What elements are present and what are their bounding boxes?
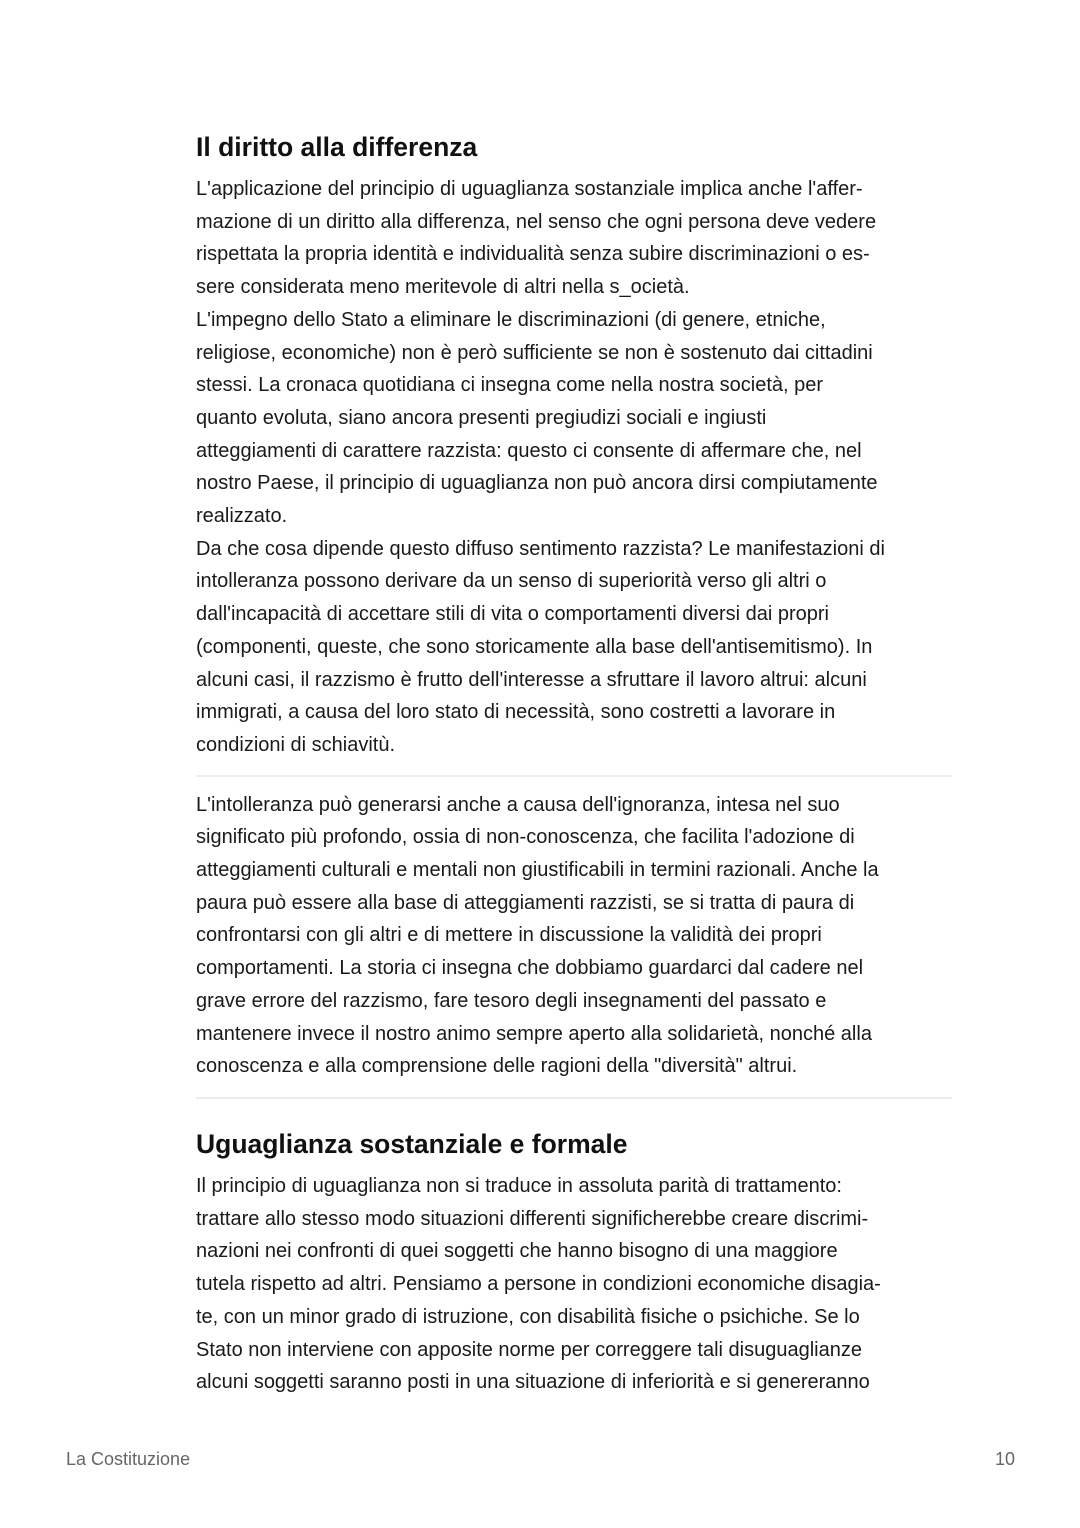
text-line: stessi. La cronaca quotidiana ci insegna come nella nostra società, per: [196, 374, 824, 397]
text-line: conoscenza e alla comprensione delle ragioni della "diversità" altrui.: [196, 1055, 798, 1078]
text-line: grave errore del razzismo, fare tesoro degli insegnamenti del passato e: [196, 989, 827, 1012]
text-line: rispettata la propria identità e individualità senza subire discriminazioni o es-: [196, 243, 870, 266]
text-line: tutela rispetto ad altri. Pensiamo a persone in condizioni economiche disagia-: [196, 1273, 881, 1296]
text-line: trattare allo stesso modo situazioni differenti significherebbe creare discrimi-: [196, 1207, 869, 1230]
text-line: comportamenti. La storia ci insegna che dobbiamo guardarci dal cadere nel: [196, 957, 864, 980]
text-line: te, con un minor grado di istruzione, con disabilità fisiche o psichiche. Se lo: [196, 1305, 860, 1328]
page-content: [196, 128, 952, 1399]
text-line: dall'incapacità di accettare stili di vita o comportamenti diversi dai propri: [196, 603, 829, 626]
section-divider: [196, 1097, 952, 1099]
text-line: mantenere invece il nostro animo sempre aperto alla solidarietà, nonché alla: [196, 1022, 872, 1045]
text-line: quanto evoluta, siano ancora presenti pregiudizi sociali e ingiusti: [196, 406, 767, 429]
text-line: L'impegno dello Stato a eliminare le discriminazioni (di genere, etniche,: [196, 308, 826, 331]
text-line: alcuni casi, il razzismo è frutto dell'interesse a sfruttare il lavoro altrui: alcuni: [196, 668, 867, 691]
text-line: intolleranza possono derivare da un senso di superiorità verso gli altri o: [196, 570, 827, 593]
section-body-diritto-differenza: [196, 173, 952, 762]
section-divider: [196, 775, 952, 777]
text-line: atteggiamenti di carattere razzista: questo ci consente di affermare che, nel: [196, 439, 862, 462]
text-line: Il principio di uguaglianza non si traduce in assoluta parità di trattamento:: [196, 1174, 842, 1197]
text-line: atteggiamenti culturali e mentali non giustificabili in termini razionali. Anche la: [196, 859, 879, 882]
text-line: realizzato.: [196, 505, 288, 528]
text-line: alcuni soggetti saranno posti in una situazione di inferiorità e si genereranno: [196, 1371, 870, 1394]
text-line: religiose, economiche) non è però sufficiente se non è sostenuto dai cittadini: [196, 341, 873, 364]
text-line: condizioni di schiavitù.: [196, 733, 395, 756]
text-line: sere considerata meno meritevole di altri nella s_ocietà.: [196, 276, 690, 299]
text-line: nazioni nei confronti di quei soggetti che hanno bisogno di una maggiore: [196, 1240, 838, 1263]
text-line: Stato non interviene con apposite norme per correggere tali disuguaglianze: [196, 1338, 862, 1361]
section-body-uguaglianza: [196, 1170, 952, 1399]
text-line: (componenti, queste, che sono storicamente alla base dell'antisemitismo). In: [196, 635, 873, 658]
text-line: immigrati, a causa del loro stato di necessità, sono costretti a lavorare in: [196, 701, 836, 724]
section-body-intolleranza: [196, 789, 952, 1083]
text-line: paura può essere alla base di atteggiamenti razzisti, se si tratta di paura di: [196, 891, 855, 914]
text-line: significato più profondo, ossia di non-conoscenza, che facilita l'adozione di: [196, 826, 855, 849]
section-heading-uguaglianza: Uguaglianza sostanziale e formale: [196, 1128, 628, 1159]
text-line: L'applicazione del principio di uguaglianza sostanziale implica anche l'affer-: [196, 178, 863, 200]
text-line: confrontarsi con gli altri e di mettere in discussione la validità dei propri: [196, 924, 822, 947]
text-line: nostro Paese, il principio di uguaglianza non può ancora dirsi compiutamente: [196, 472, 878, 495]
text-line: Da che cosa dipende questo diffuso sentimento razzista? Le manifestazioni di: [196, 537, 885, 560]
text-line: mazione di un diritto alla differenza, nel senso che ogni persona deve vedere: [196, 210, 877, 233]
footer-document-title: La Costituzione: [66, 1449, 191, 1469]
text-line: L'intolleranza può generarsi anche a causa dell'ignoranza, intesa nel suo: [196, 793, 840, 816]
footer-page-number: 10: [994, 1449, 1015, 1469]
section-heading-diritto-differenza: Il diritto alla differenza: [196, 132, 478, 162]
